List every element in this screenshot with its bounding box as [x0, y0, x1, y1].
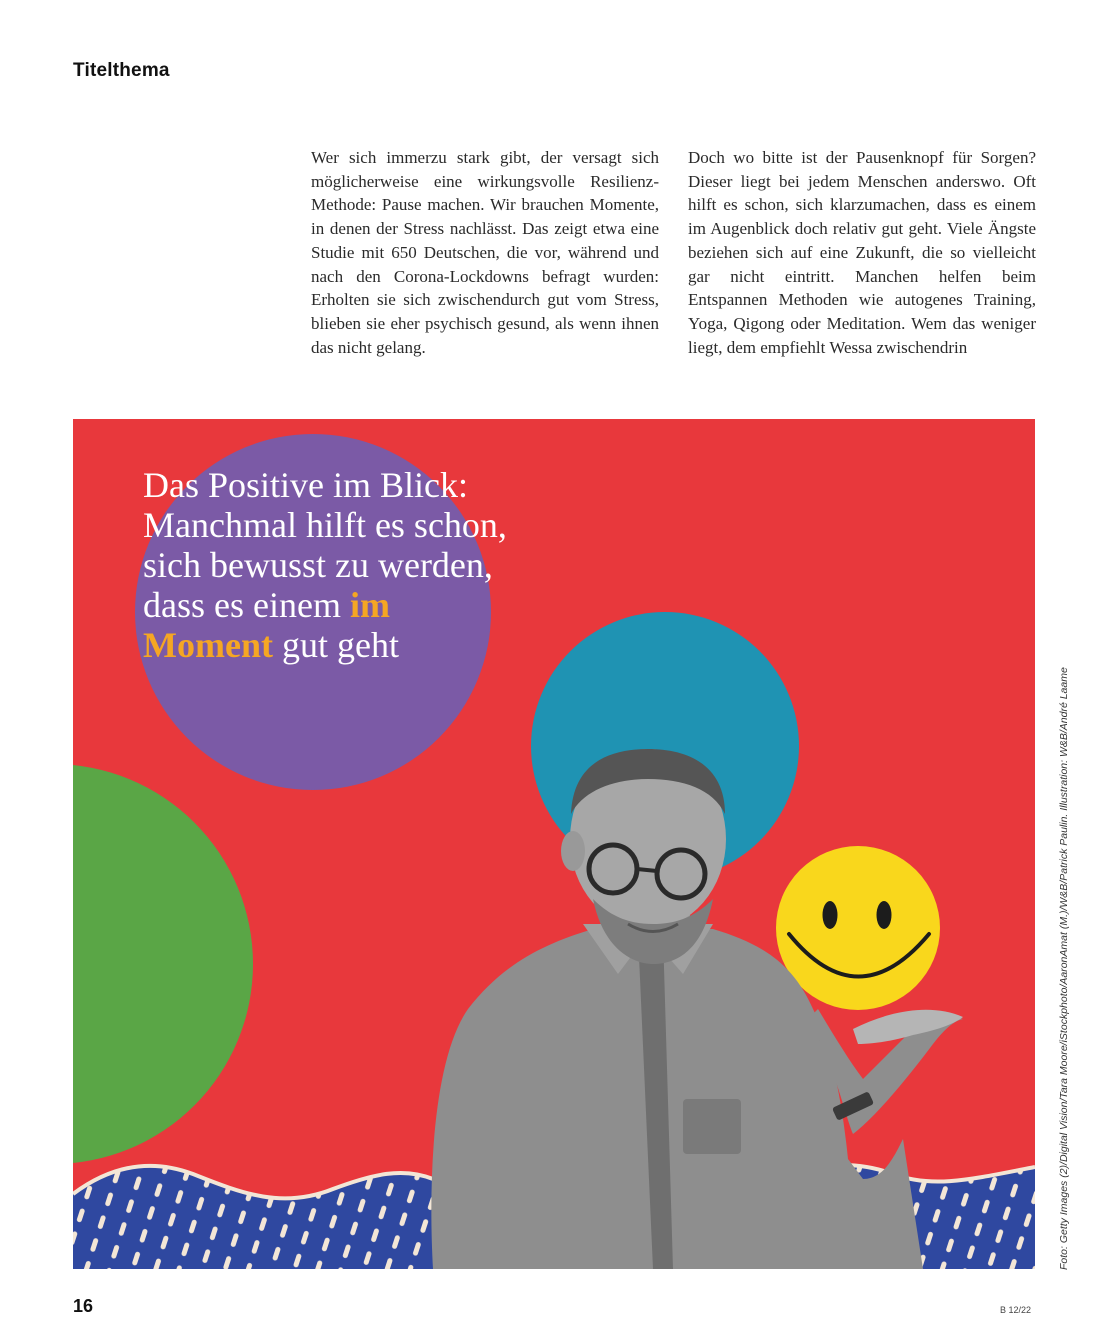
smiley-icon — [776, 846, 940, 1010]
page-number: 16 — [73, 1296, 94, 1316]
wave-band-pattern — [73, 1166, 433, 1269]
headline-highlight: im Moment — [143, 585, 390, 665]
issue-label: B 12/22 — [1000, 1305, 1032, 1315]
illustration — [73, 419, 1035, 1269]
green-circle — [73, 764, 253, 1164]
article-column-left — [311, 146, 659, 359]
section-label: Titelthema — [73, 60, 170, 81]
photo-credit: Foto: Getty Images (2)/Digital Vision/Tara Moore/iStockphoto/AaronAmat (M.)/W&B/Patrick Paulin. Illustration: W&B/André Laame — [1058, 667, 1070, 1270]
article-column-right — [688, 146, 1036, 359]
headline-text: Das Positive im Blick: Manchmal hilft es schon, sich bewusst zu werden, dass es einem — [143, 465, 507, 625]
headline-text-end: gut geht — [272, 625, 399, 665]
man-photo — [431, 749, 963, 1269]
illustration-headline — [143, 465, 523, 665]
article-paragraph: Wer sich immerzu stark gibt, der versagt sich möglicherweise eine wirkungsvolle Resilienz-Methode: Pause machen. Wir brauchen Momente, in denen der Stress nachlässt. Das zeigt etwa eine Studie mit 650 Deutschen, die vor, während und nach den Corona-Lockdowns befragt wurden: Erholten sie sich zwischendurch gut vom Stress, blieben sie eher psychisch gesund, als wenn ihnen das nicht gelang. — [311, 148, 659, 357]
article-paragraph: Doch wo bitte ist der Pausenknopf für Sorgen? Dieser liegt bei jedem Menschen anderswo. Oft hilft es schon, sich klarzumachen, dass es einem im Augenblick doch relativ gut geht. Viele Ängste beziehen sich auf eine Zukunft, die so vielleicht gar nicht eintritt. Manchen helfen beim Entspannen Methoden wie autogenes Training, Yoga, Qigong oder Meditation. Wem das weniger liegt, dem empfiehlt Wessa zwischendrin — [688, 148, 1036, 357]
